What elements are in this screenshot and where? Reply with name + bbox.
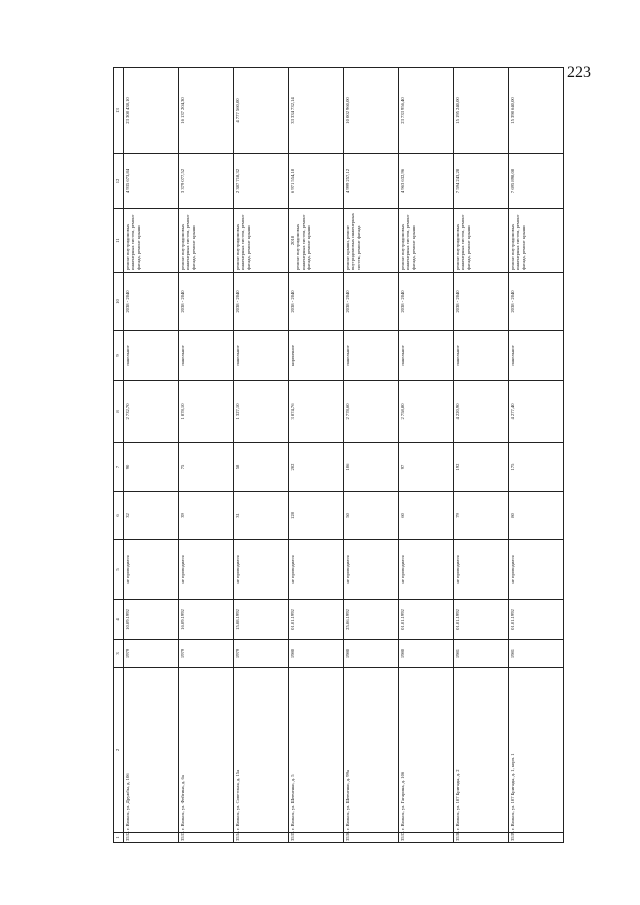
total-cell: 33 334 732,14 <box>289 68 344 154</box>
date-cell: 01.01.1992 <box>399 600 454 640</box>
period-cell: 2038 - 2040 <box>509 273 564 331</box>
cost-cell: 6 971 554,18 <box>289 154 344 209</box>
area-cell: 2 758,80 <box>399 381 454 443</box>
count-cell: 106 <box>344 443 399 492</box>
status-cell: не проводился <box>289 540 344 600</box>
area-cell: 4 277,40 <box>509 381 564 443</box>
date-cell: 16.09.1992 <box>179 600 234 640</box>
count-cell: 80 <box>509 492 564 540</box>
works-cell <box>454 209 509 273</box>
period-cell: 2038 - 2040 <box>344 273 399 331</box>
wall-type-cell: панельное <box>124 331 179 381</box>
count-cell: 39 <box>179 492 234 540</box>
table-body <box>124 68 564 843</box>
year-cell: 1980 <box>289 640 344 668</box>
table-row <box>509 68 564 843</box>
area-cell: 3 874,76 <box>289 381 344 443</box>
column-header: 13 <box>114 68 124 154</box>
status-cell: не проводился <box>179 540 234 600</box>
date-cell: 15.08.1992 <box>234 600 289 640</box>
column-header: 2 <box>114 668 124 833</box>
period-cell: 2038 - 2040 <box>454 273 509 331</box>
period-cell: 2038 - 2040 <box>399 273 454 331</box>
table-row <box>179 68 234 843</box>
row-number-cell: 3534. <box>234 833 289 843</box>
total-cell: 23 733 956,40 <box>399 68 454 154</box>
works-year-note: 2018 <box>290 235 295 246</box>
works-cell <box>289 209 344 273</box>
date-cell: 01.01.1992 <box>509 600 564 640</box>
year-cell: 1979 <box>124 640 179 668</box>
table-row <box>124 68 179 843</box>
status-cell: не проводился <box>399 540 454 600</box>
works-cell <box>234 209 289 273</box>
period-cell: 2038 - 2040 <box>124 273 179 331</box>
total-cell: 15 195 240,00 <box>454 68 509 154</box>
area-cell: 2 732,70 <box>124 381 179 443</box>
status-cell: не проводился <box>344 540 399 600</box>
row-number-cell: 3532. <box>124 833 179 843</box>
status-cell: не проводился <box>234 540 289 600</box>
cost-cell: 7 695 898,08 <box>509 154 564 209</box>
table-row <box>344 68 399 843</box>
column-header: 7 <box>114 443 124 492</box>
page-number: 223 <box>567 64 591 81</box>
count-cell: 60 <box>399 492 454 540</box>
area-cell: 4 220,90 <box>454 381 509 443</box>
count-cell: 90 <box>124 443 179 492</box>
rotated-table-container <box>113 68 588 843</box>
wall-type-cell: кирпичное <box>289 331 344 381</box>
count-cell: 50 <box>344 492 399 540</box>
count-cell: 31 <box>234 492 289 540</box>
count-cell: 202 <box>289 443 344 492</box>
column-header: 8 <box>114 381 124 443</box>
year-cell: 1980 <box>344 640 399 668</box>
column-header: 6 <box>114 492 124 540</box>
column-header: 5 <box>114 540 124 600</box>
data-table <box>113 67 564 843</box>
row-number-cell: 3533. <box>179 833 234 843</box>
status-cell: не проводился <box>124 540 179 600</box>
status-cell: не проводился <box>509 540 564 600</box>
count-cell: 192 <box>454 443 509 492</box>
address-cell: г. Вольск, ул. Гагарина, д. 106 <box>399 668 454 833</box>
wall-type-cell: панельное <box>234 331 289 381</box>
total-cell: 23 308 438,10 <box>124 68 179 154</box>
count-cell: 175 <box>509 443 564 492</box>
works-text: ремонт внутридомовых инженерных систем, ремонт фасада, ремонт крыши <box>400 214 416 270</box>
total-cell: 10 002 960,00 <box>344 68 399 154</box>
works-text: ремонт внутридомовых инженерных систем, ремонт фасада, ремонт крыши <box>510 214 526 270</box>
area-cell: 2 778,60 <box>344 381 399 443</box>
total-cell: 16 137 204,30 <box>179 68 234 154</box>
address-cell: г. Вольск, ул. Фейгина, д. 6а <box>179 668 234 833</box>
column-header: 12 <box>114 154 124 209</box>
date-cell: 01.01.1992 <box>454 600 509 640</box>
date-cell: 01.01.1992 <box>289 600 344 640</box>
works-cell <box>509 209 564 273</box>
period-cell: 2038 - 2040 <box>234 273 289 331</box>
works-text: ремонт внутридомовых инженерных систем, ремонт фасада, ремонт крыши <box>180 214 196 270</box>
wall-type-cell: панельное <box>179 331 234 381</box>
works-text: ремонт внутридомовых инженерных систем, ремонт фасада, ремонт крыши <box>455 214 471 270</box>
area-cell: 1 327,10 <box>234 381 289 443</box>
column-header: 10 <box>114 273 124 331</box>
address-cell: г. Вольск, ул. Советская, д. 15а <box>234 668 289 833</box>
table-row <box>454 68 509 843</box>
wall-type-cell: панельное <box>344 331 399 381</box>
date-cell: 25.06.1992 <box>344 600 399 640</box>
row-number-cell: 3536. <box>344 833 399 843</box>
address-cell: г. Вольск, ул. 107 Бригады, д. 1, корп. 1 <box>509 668 564 833</box>
wall-type-cell: панельное <box>454 331 509 381</box>
year-cell: 1981 <box>454 640 509 668</box>
address-cell: г. Вольск, ул. Шевченко, д. 99а <box>344 668 399 833</box>
table-row <box>289 68 344 843</box>
column-header: 11 <box>114 209 124 273</box>
column-header: 3 <box>114 640 124 668</box>
row-number-cell: 3539. <box>509 833 564 843</box>
wall-type-cell: панельное <box>509 331 564 381</box>
total-cell: 4 777 560,00 <box>234 68 289 154</box>
count-cell: 97 <box>399 443 454 492</box>
cost-cell: 7 594 243,28 <box>454 154 509 209</box>
cost-cell: 3 379 077,52 <box>179 154 234 209</box>
year-cell: 1979 <box>179 640 234 668</box>
works-text: ремонт внутридомовых инженерных систем, ремонт фасада, ремонт крыши <box>125 214 141 270</box>
works-cell <box>399 209 454 273</box>
period-cell: 2038 - 2040 <box>179 273 234 331</box>
column-header: 9 <box>114 331 124 381</box>
address-cell: г. Вольск, ул. Дружбы, д. 106 <box>124 668 179 833</box>
column-header: 1 <box>114 833 124 843</box>
works-cell <box>179 209 234 273</box>
wall-type-cell: панельное <box>399 331 454 381</box>
cost-cell: 4 935 673,84 <box>124 154 179 209</box>
count-cell: 58 <box>234 443 289 492</box>
cost-cell: 4 999 257,12 <box>344 154 399 209</box>
works-cell <box>344 209 399 273</box>
row-number-cell: 3535. <box>289 833 344 843</box>
status-cell: не проводился <box>454 540 509 600</box>
count-cell: 79 <box>454 492 509 540</box>
total-cell: 15 398 640,00 <box>509 68 564 154</box>
area-cell: 1 878,10 <box>179 381 234 443</box>
date-cell: 10.09.1992 <box>124 600 179 640</box>
count-cell: 32 <box>124 492 179 540</box>
address-cell: г. Вольск, ул. Шевченко, д. 5 <box>289 668 344 833</box>
row-number-cell: 3537. <box>399 833 454 843</box>
year-cell: 1979 <box>234 640 289 668</box>
count-cell: 75 <box>179 443 234 492</box>
table-row <box>234 68 289 843</box>
year-cell: 1980 <box>399 640 454 668</box>
works-cell <box>124 209 179 273</box>
cost-cell: 2 387 718,32 <box>234 154 289 209</box>
table-row <box>399 68 454 843</box>
works-text: ремонт внутридомовых инженерных систем, ремонт фасада, ремонт крыши <box>295 214 312 270</box>
period-cell: 2038 - 2040 <box>289 273 344 331</box>
works-text: ремонт внутридомовых инженерных систем, ремонт фасада, ремонт крыши <box>235 214 251 270</box>
row-number-cell: 3538. <box>454 833 509 843</box>
cost-cell: 4 963 632,96 <box>399 154 454 209</box>
address-cell: г. Вольск, ул. 107 Бригады, д. 2 <box>454 668 509 833</box>
column-header: 4 <box>114 600 124 640</box>
year-cell: 1981 <box>509 640 564 668</box>
works-text: ремонт крыши, ремонт внутридомовых инженерных систем, ремонт фасада <box>345 213 361 270</box>
count-cell: 128 <box>289 492 344 540</box>
header-row <box>114 68 124 843</box>
